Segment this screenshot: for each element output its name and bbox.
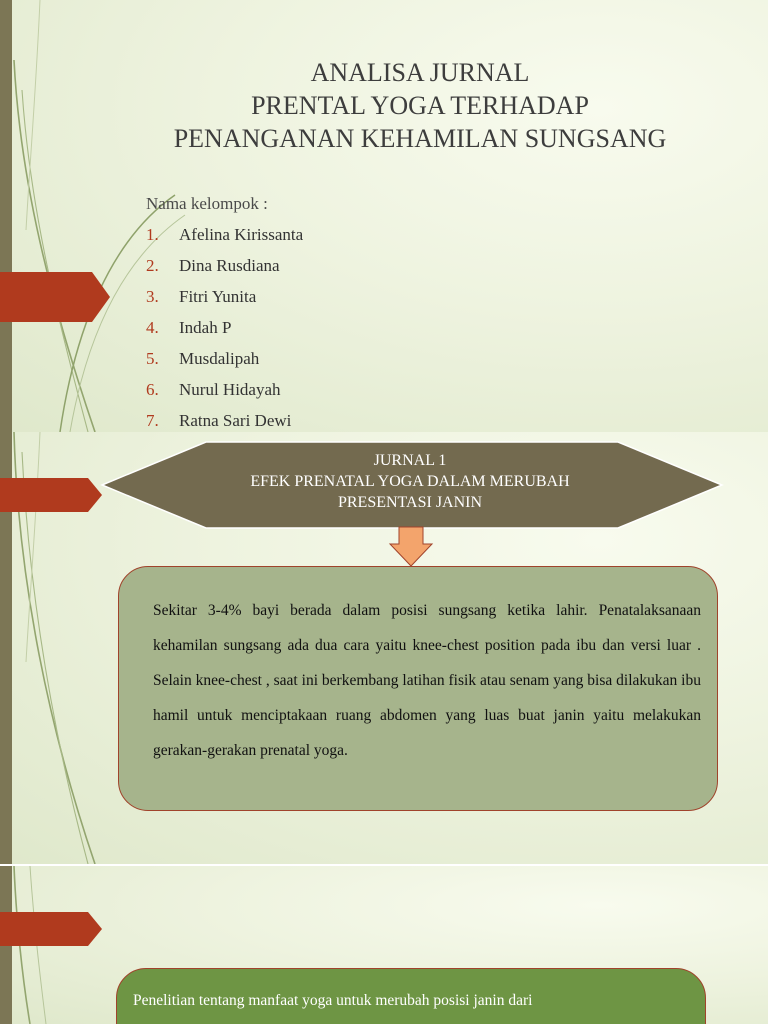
member-name: Fitri Yunita xyxy=(179,287,257,306)
list-number: 3. xyxy=(146,287,159,306)
list-number: 1. xyxy=(146,225,159,244)
member-name: Ratna Sari Dewi xyxy=(179,411,292,430)
list-number: 5. xyxy=(146,349,159,368)
slide-2 xyxy=(0,432,768,864)
list-item xyxy=(146,255,303,286)
red-tag-arrow xyxy=(0,912,102,946)
list-number: 4. xyxy=(146,318,159,337)
heading-line: JURNAL 1 xyxy=(373,452,447,469)
member-name: Dina Rusdiana xyxy=(179,256,280,275)
member-name: Musdalipah xyxy=(179,349,260,368)
member-name: Afelina Kirissanta xyxy=(179,225,304,244)
member-list xyxy=(146,224,303,432)
red-tag-arrow xyxy=(0,272,110,322)
list-number: 6. xyxy=(146,380,159,399)
list-item xyxy=(146,348,303,379)
list-number: 7. xyxy=(146,411,159,430)
list-item xyxy=(146,317,303,348)
list-item xyxy=(146,224,303,255)
title-line: PENANGANAN KEHAMILAN SUNGSANG xyxy=(173,124,667,153)
journal-summary-box: Sekitar 3-4% bayi berada dalam posisi sungsang ketika lahir. Penatalaksanaan kehamilan sungsang ada dua cara yaitu knee-chest position pada ibu dan versi luar . Selain knee-chest , saat ini berkembang latihan fisik atau senam yang bisa dilakukan ibu hamil untuk menciptakaan ruang abdomen yang luas buat janin yaitu melakukan gerakan-gerakan prenatal yoga. xyxy=(118,566,718,811)
slide-1 xyxy=(0,0,768,432)
page-title xyxy=(100,56,740,155)
member-name: Indah P xyxy=(179,318,232,337)
slide-left-bar xyxy=(0,0,12,432)
group-label: Nama kelompok : xyxy=(146,194,268,213)
list-number: 2. xyxy=(146,256,159,275)
journal-heading xyxy=(220,450,600,513)
member-name: Nurul Hidayah xyxy=(179,380,281,399)
down-arrow-icon xyxy=(388,526,434,568)
list-item xyxy=(146,410,303,432)
research-text-box: Penelitian tentang manfaat yoga untuk merubah posisi janin dari xyxy=(116,968,706,1024)
list-item xyxy=(146,286,303,317)
title-line: ANALISA JURNAL xyxy=(310,58,530,87)
title-line: PRENTAL YOGA TERHADAP xyxy=(251,91,589,120)
heading-line: PRESENTASI JANIN xyxy=(337,494,483,511)
red-tag-arrow xyxy=(0,478,102,512)
list-item xyxy=(146,379,303,410)
slide-3 xyxy=(0,866,768,1024)
heading-line: EFEK PRENATAL YOGA DALAM MERUBAH xyxy=(250,473,570,490)
